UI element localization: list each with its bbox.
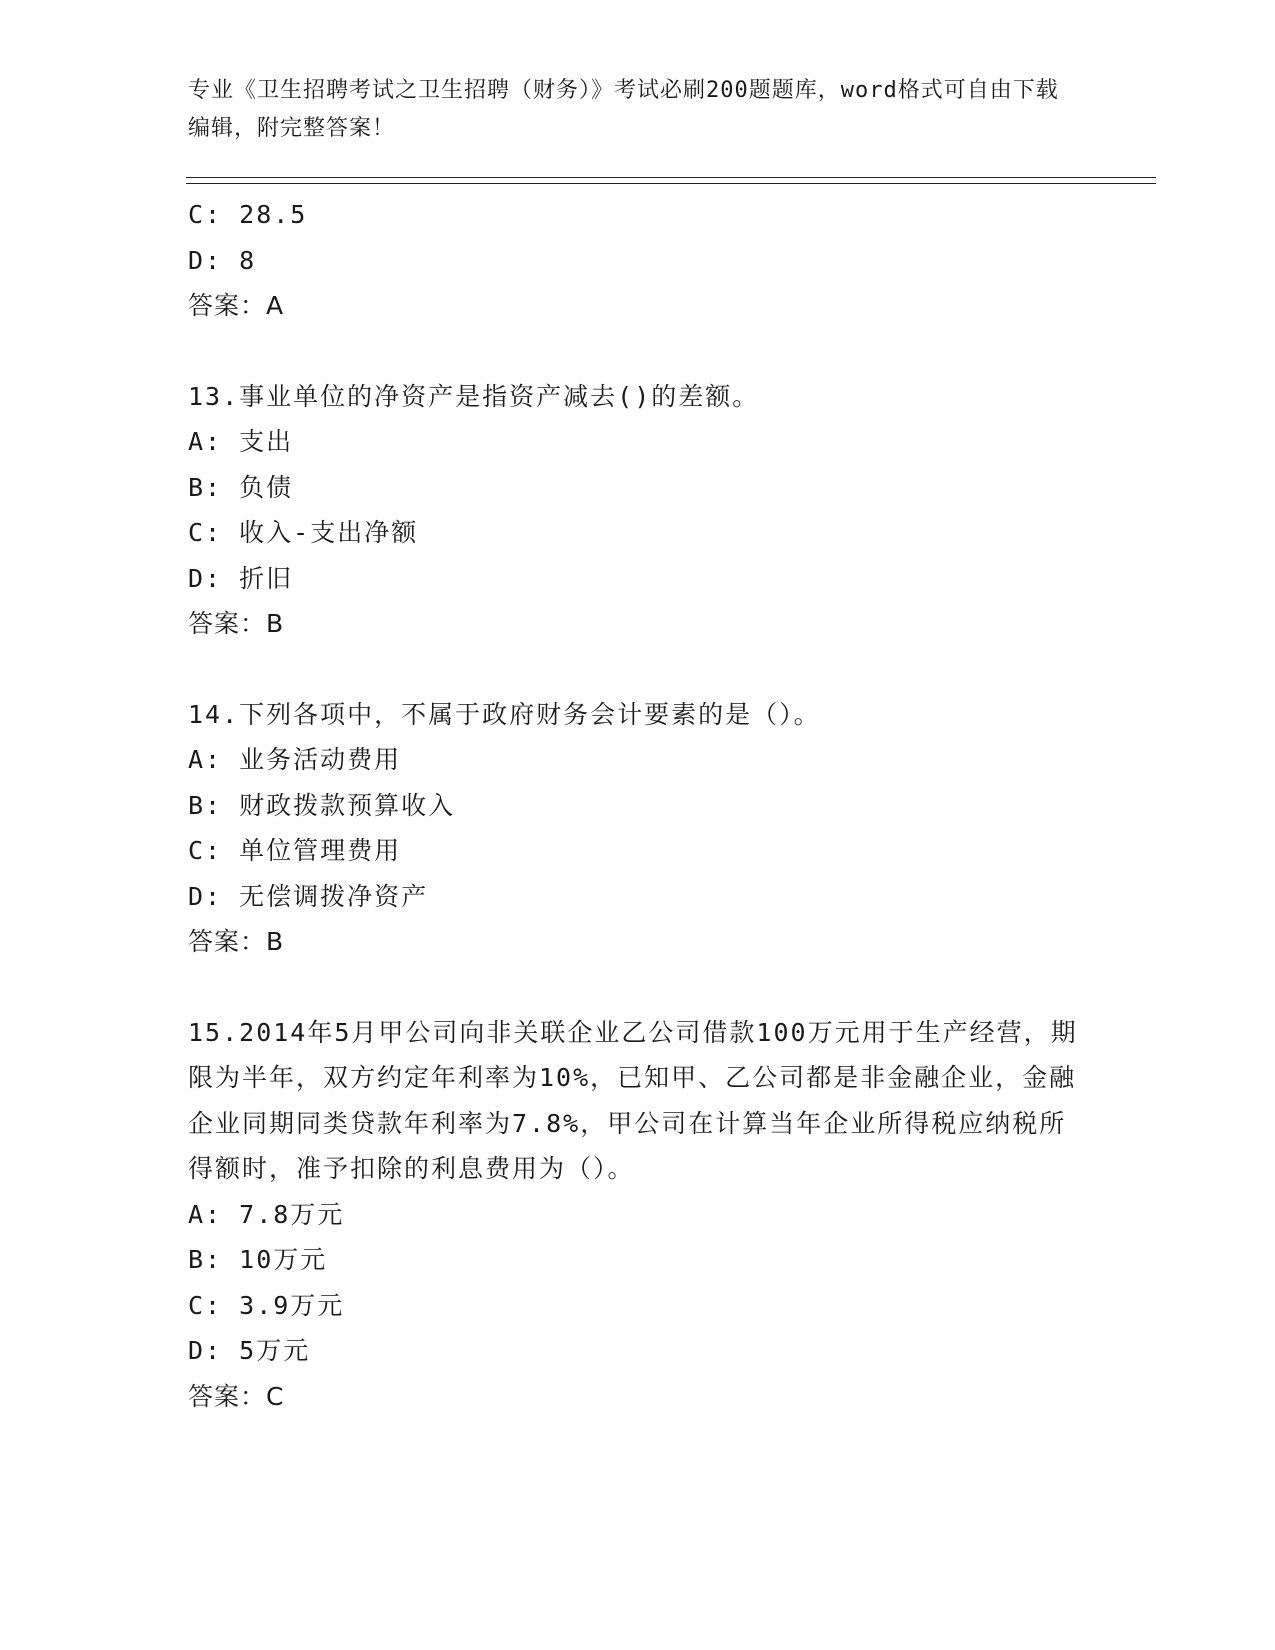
- question-text: 13.事业单位的净资产是指资产减去()的差额。: [188, 381, 760, 411]
- option-c: C: 收入-支出净额: [188, 518, 419, 547]
- header-divider-bottom: [186, 183, 1156, 184]
- question-text: 14.下列各项中，不属于政府财务会计要素的是（）。: [188, 699, 821, 729]
- option-d: D: 折旧: [188, 563, 294, 593]
- option-a: A: 7.8万元: [188, 1199, 345, 1229]
- option-b: B: 财政拨款预算收入: [188, 790, 456, 820]
- option-d: D: 无偿调拨净资产: [188, 881, 429, 911]
- question-15: [188, 1010, 1088, 1420]
- option-d: D: 8: [188, 245, 257, 275]
- question-text: 15.2014年5月甲公司向非关联企业乙公司借款100万元用于生产经营，期限为半年，双方约定年利率为10%，已知甲、乙公司都是非金融企业，金融企业同期同类贷款年利率为7.8%，甲公司在计算当年企业所得税应纳税所得额时，准予扣除的利息费用为（）。: [188, 1017, 1078, 1183]
- answer-line: 答案：B: [188, 609, 285, 638]
- header-divider-top: [186, 177, 1156, 178]
- document-header: 专业《卫生招聘考试之卫生招聘（财务）》考试必刷200题题库，word格式可自由下载编辑，附完整答案！: [188, 78, 1059, 141]
- option-a: A: 支出: [188, 427, 294, 456]
- option-b: B: 负债: [188, 472, 294, 502]
- answer-line: 答案：A: [188, 291, 285, 320]
- option-c: C: 单位管理费用: [188, 836, 402, 865]
- option-c: C: 28.5: [188, 200, 308, 229]
- option-b: B: 10万元: [188, 1245, 328, 1274]
- spacer: [188, 329, 1088, 374]
- option-c: C: 3.9万元: [188, 1290, 345, 1320]
- answer-line: 答案：C: [188, 1381, 285, 1411]
- option-d: D: 5万元: [188, 1336, 311, 1365]
- previous-question-tail: [188, 192, 1088, 329]
- question-body: [188, 192, 1088, 1419]
- spacer: [188, 647, 1088, 692]
- spacer: [188, 965, 1088, 1010]
- option-a: A: 业务活动费用: [188, 745, 402, 774]
- question-14: [188, 692, 1088, 965]
- question-13: [188, 374, 1088, 647]
- answer-line: 答案：B: [188, 927, 285, 956]
